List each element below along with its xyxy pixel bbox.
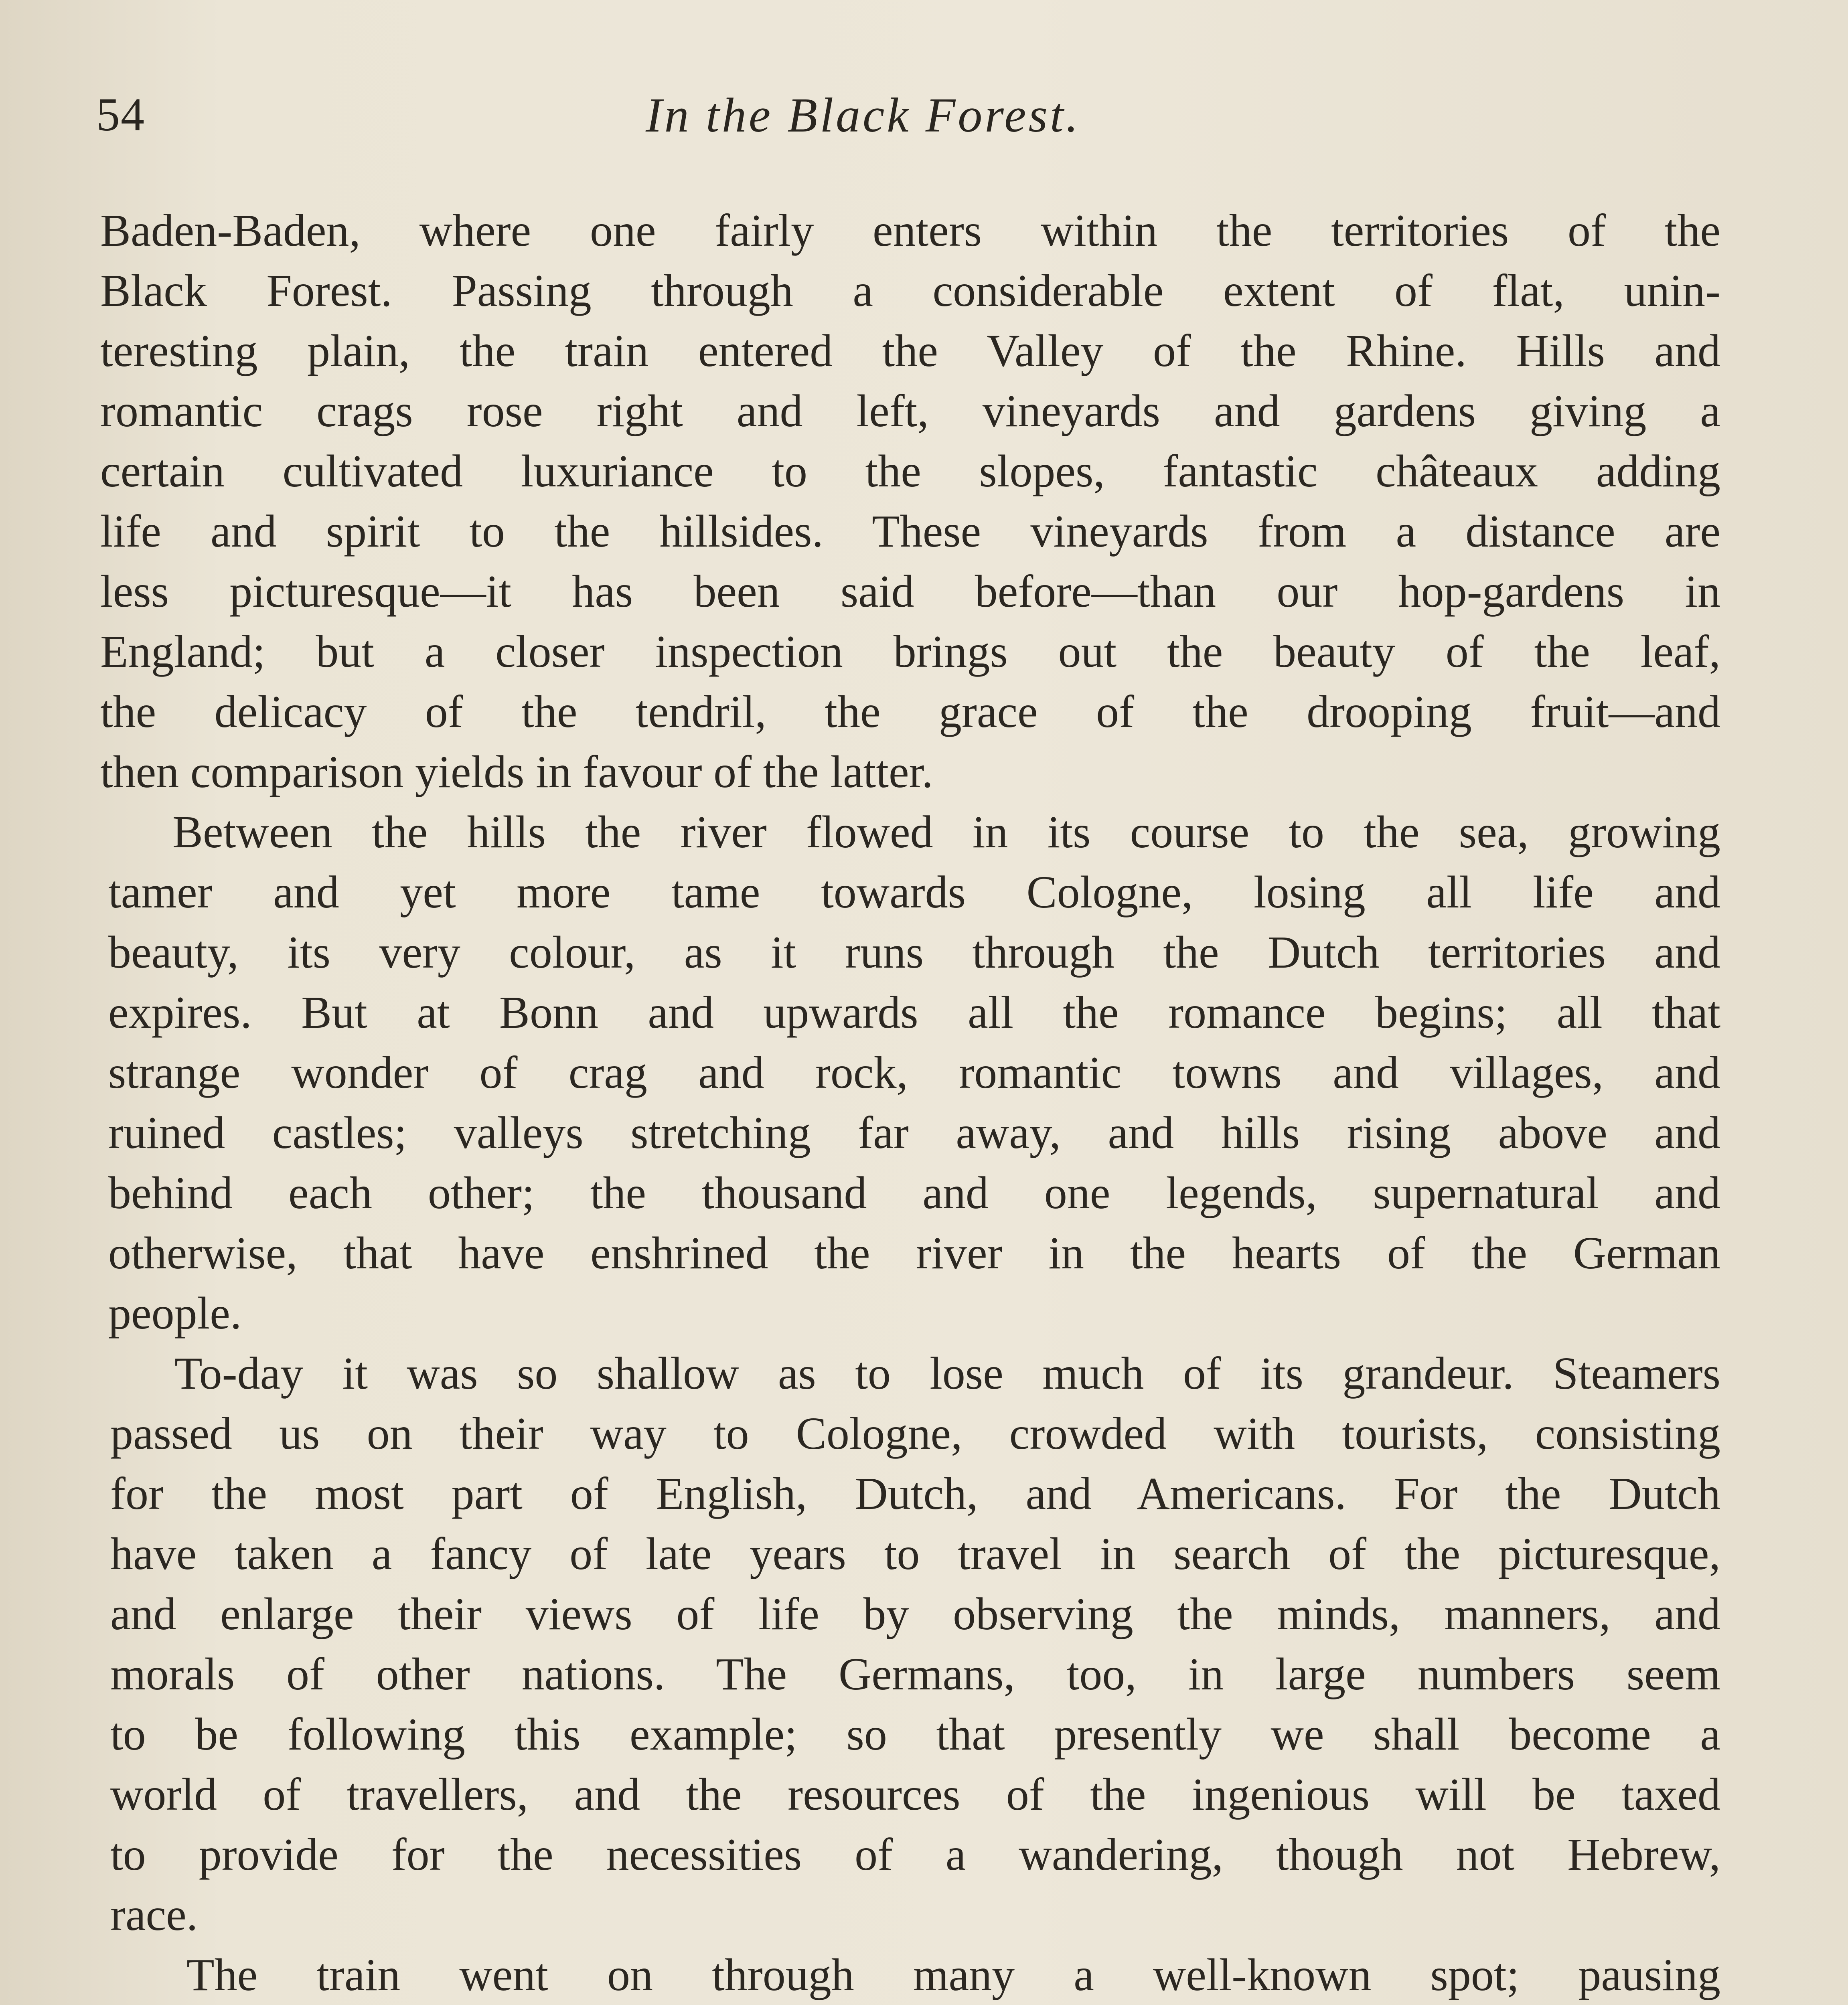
text-line: To-day it was so shallow as to lose much of its grandeur. Steamers	[174, 1348, 1720, 1399]
running-title: In the Black Forest.	[646, 88, 1081, 142]
text-line: to provide for the necessities of a wandering, though not Hebrew,	[110, 1829, 1720, 1880]
page-number: 54	[96, 88, 145, 141]
page-header	[96, 87, 1724, 160]
text-line: and enlarge their views of life by observing the minds, manners, and	[110, 1588, 1720, 1639]
text-line: Black Forest. Passing through a considerable extent of flat, unin-	[100, 265, 1720, 316]
paragraph	[122, 1945, 1720, 2005]
text-line: Baden-Baden, where one fairly enters within the territories of the	[100, 205, 1720, 256]
text-line: expires. But at Bonn and upwards all the romance begins; all that	[108, 987, 1720, 1038]
text-line: for the most part of English, Dutch, and Americans. For the Dutch	[110, 1468, 1720, 1519]
text-line: Between the hills the river flowed in its course to the sea, growing	[172, 806, 1720, 857]
paragraph	[108, 802, 1720, 1343]
text-line: life and spirit to the hillsides. These vineyards from a distance are	[100, 506, 1720, 557]
paragraph	[110, 1343, 1720, 1945]
text-line: morals of other nations. The Germans, too, in large numbers seem	[110, 1649, 1720, 1699]
text-line: passed us on their way to Cologne, crowded with tourists, consisting	[110, 1408, 1720, 1459]
text-line: otherwise, that have enshrined the river in the hearts of the German	[108, 1227, 1720, 1278]
paragraph	[100, 200, 1720, 802]
text-line: to be following this example; so that presently we shall become a	[110, 1709, 1720, 1760]
body-text	[100, 200, 1720, 2005]
text-line: then comparison yields in favour of the latter.	[100, 746, 933, 797]
text-line: the delicacy of the tendril, the grace of the drooping fruit—and	[100, 686, 1720, 737]
text-line: have taken a fancy of late years to travel in search of the picturesque,	[110, 1528, 1720, 1579]
text-line: England; but a closer inspection brings out the beauty of the leaf,	[100, 626, 1720, 677]
text-line: behind each other; the thousand and one legends, supernatural and	[108, 1167, 1720, 1218]
text-line: beauty, its very colour, as it runs through the Dutch territories and	[108, 927, 1720, 978]
text-line: less picturesque—it has been said before—than our hop-gardens in	[100, 566, 1720, 617]
text-line: romantic crags rose right and left, vineyards and gardens giving a	[100, 385, 1720, 436]
text-line: race.	[110, 1889, 198, 1940]
text-line: tamer and yet more tame towards Cologne, losing all life and	[108, 867, 1720, 917]
text-line: people.	[108, 1288, 242, 1339]
text-line: teresting plain, the train entered the Valley of the Rhine. Hills and	[100, 325, 1720, 376]
text-line: world of travellers, and the resources of the ingenious will be taxed	[110, 1769, 1720, 1820]
text-line: The train went on through many a well-known spot; pausing	[186, 1949, 1720, 2000]
text-line: certain cultivated luxuriance to the slopes, fantastic châteaux adding	[100, 446, 1720, 496]
text-line: ruined castles; valleys stretching far away, and hills rising above and	[108, 1107, 1720, 1158]
text-line: strange wonder of crag and rock, romantic towns and villages, and	[108, 1047, 1720, 1098]
